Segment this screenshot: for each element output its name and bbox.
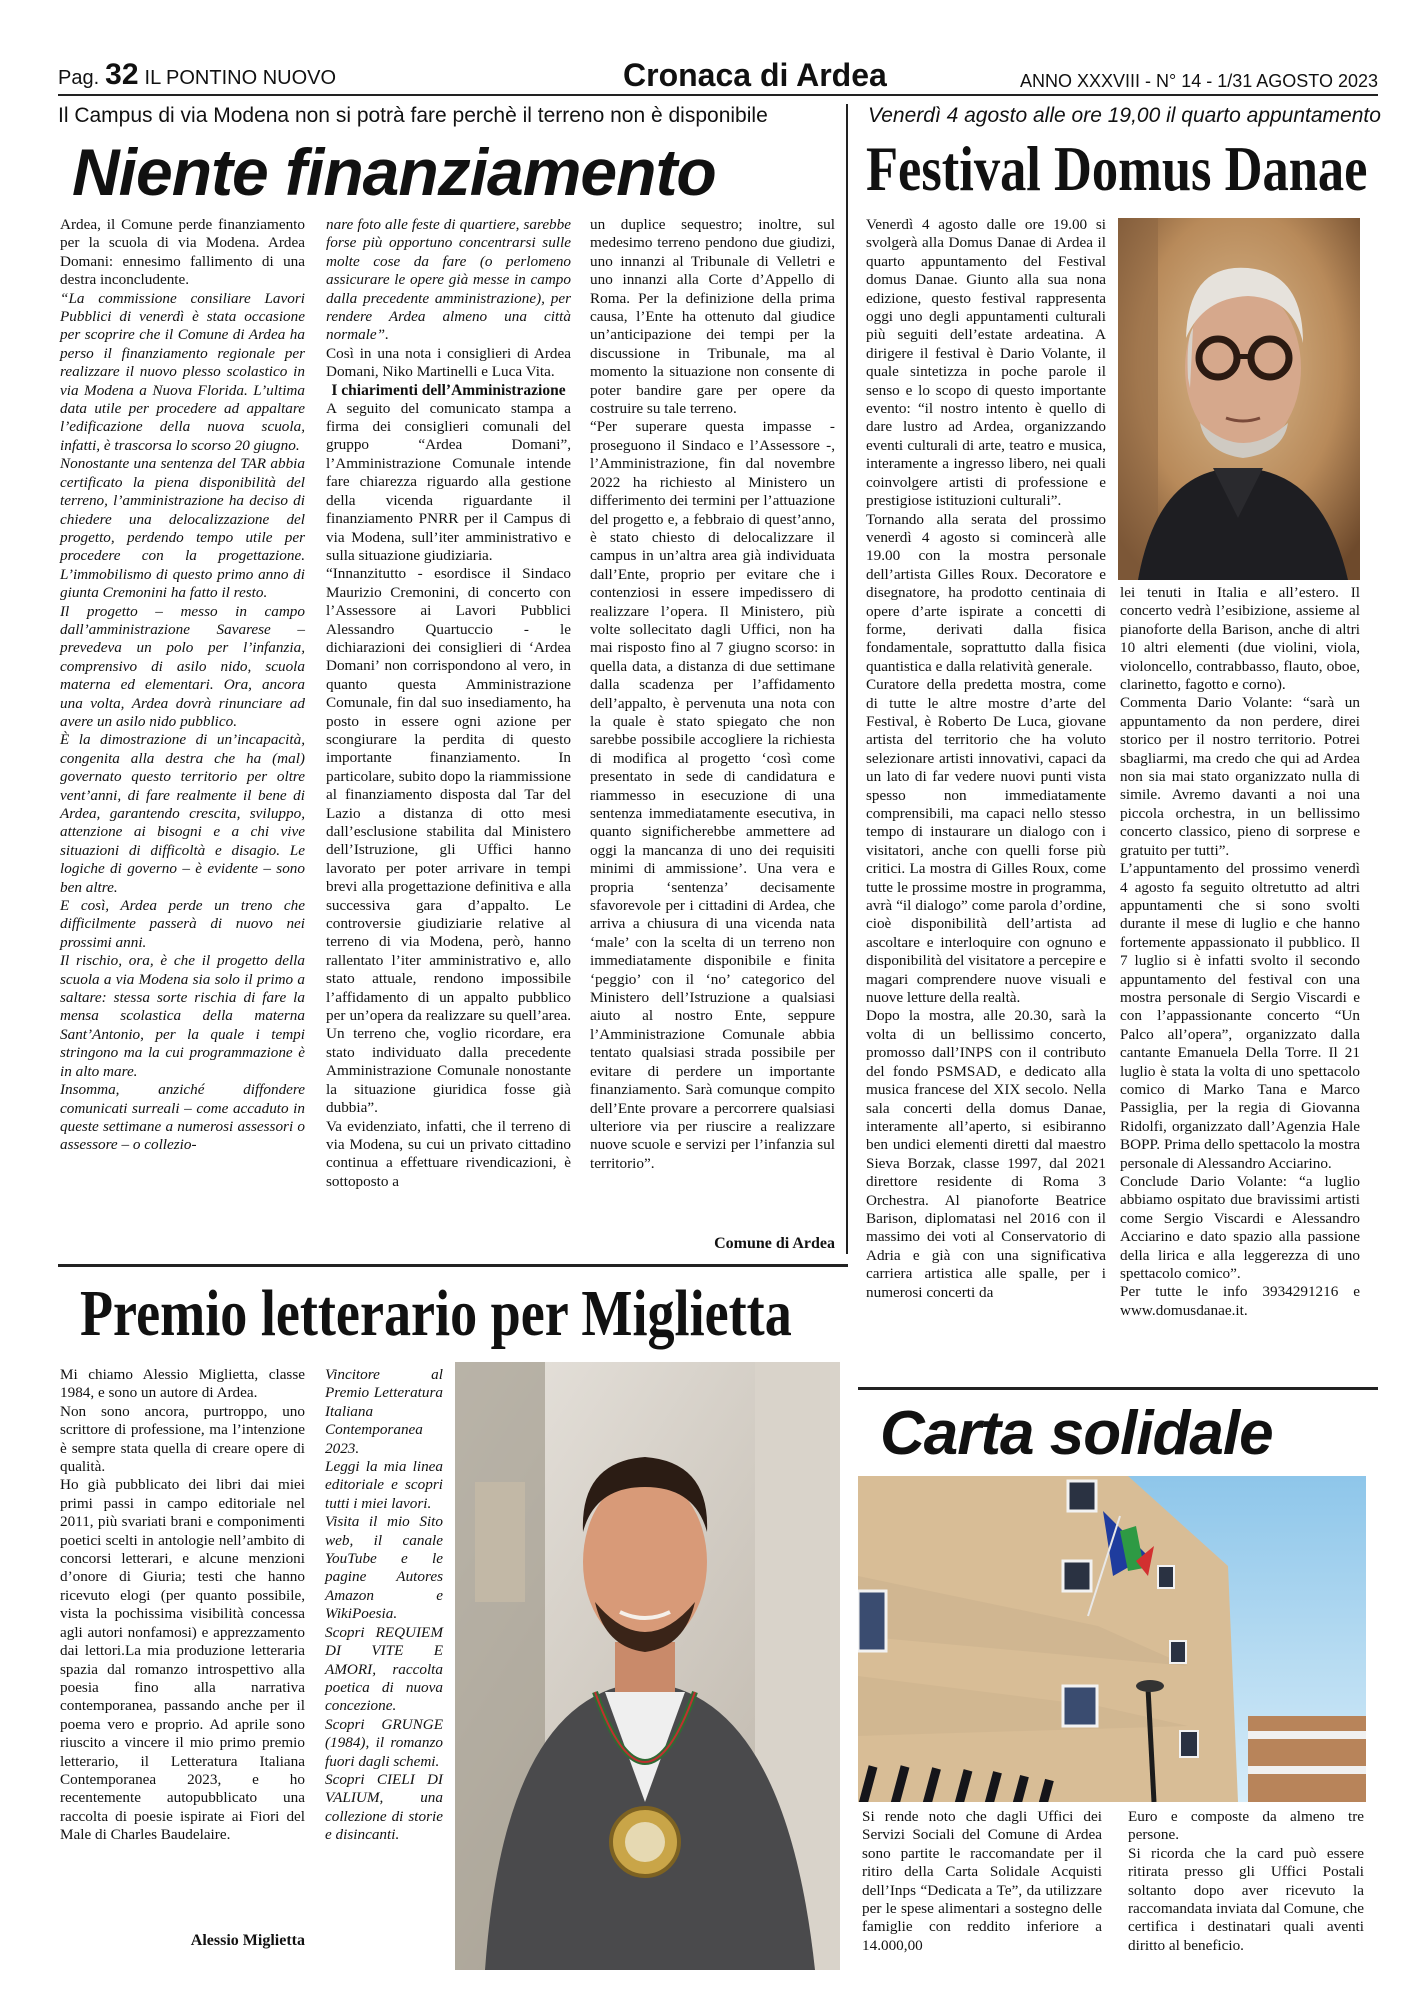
premio-column-1 bbox=[60, 1366, 305, 1845]
paragraph: A seguito del comunicato stampa a firma dei consiglieri comunali del gruppo “Ardea Domani”, l’Amministrazione Comunale intende fare chiarezza riguardo alla gestione della vicenda riguardante il finanziamento PNRR per il Campus di via Modena, sull’iter amministrativo e sulla situazione giudiziaria. bbox=[326, 399, 571, 564]
sidebar-paragraph: Scopri GRUNGE (1984), il romanzo fuori dagli schemi. bbox=[325, 1715, 443, 1770]
paragraph: Il progetto – messo in campo dall’amministrazione Savarese – prevedeva un polo per l’infanzia, comprensivo di asilo nido, scuola materna ed elementari. Ora, ancora una volta, Ardea dovrà rinunciare ad avere un asilo nido pubblico. bbox=[60, 602, 305, 730]
paragraph: Si ricorda che la card può essere ritirata presso gli Uffici Postali soltanto dopo aver ricevuto la raccomandata inviata dal Comune, che certifica i destinatari quali aventi diritto al beneficio. bbox=[1128, 1844, 1364, 1954]
section-divider-right bbox=[858, 1387, 1378, 1390]
dario-volante-photo bbox=[1118, 218, 1360, 580]
paragraph: E così, Ardea perde un treno che difficilmente passerà di nuovo nei prossimi anni. bbox=[60, 897, 305, 951]
paragraph: L’appuntamento del prossimo venerdì 4 agosto fa seguito oltretutto ad altri appuntamenti che si sono svolti durante il mese di luglio e che hanno fortemente appassionato il pubblico. Il 7 luglio si è infatti svolto il secondo appuntamento del festival con una mostra personale di Sergio Viscardi e con l’appassionante concerto “Un Palco all’opera”, organizzato dalla cantante Emanuela Della Torre. Il 21 luglio è stata la volta di uno spettacolo comico di Marko Tana e Marco Passiglia, per la regia di Giovanna Ridolfi, organizzato dall’Agenzia Hale BOPP. Prima dello spettacolo la mostra personale di Alessandro Acciarino. bbox=[1120, 860, 1360, 1172]
paragraph: Nonostante una sentenza del TAR abbia certificato la piena disponibilità del terreno, l’amministrazione ha deciso di chiedere una delocalizzazione del progetto, perdendo tempo utile per procedere con la progettazione. L’immobilismo di questo primo anno di giunta Cremonini ha fatto il resto. bbox=[60, 455, 305, 602]
finanziamento-kicker: Il Campus di via Modena non si potrà fare perchè il terreno non è disponibile bbox=[58, 104, 768, 127]
paragraph: Tornando alla serata del prossimo venerdì 4 agosto si comincerà alle 19.00 con la mostra personale dell’artista Gilles Roux. Decoratore e disegnatore, ha prodotto centinaia di opere d’arte ispirate a concetti di forme, derivati dalla fisica fondamentale, soprattutto dalla fisica quantistica e dalla relatività generale. bbox=[866, 510, 1106, 675]
building-image bbox=[858, 1476, 1366, 1802]
paragraph: nare foto alle feste di quartiere, sarebbe forse più opportuno concentrarsi sulle molte cose da fare (o perlomeno assicurare le opere già messe in campo dalla precedente amministrazione), per rendere Ardea almeno una città normale”. bbox=[326, 216, 571, 344]
carta-column-1 bbox=[862, 1808, 1102, 1955]
paragraph: Commenta Dario Volante: “sarà un appuntamento da non perdere, direi storico per il nostro territorio. Potrei sbagliarmi, ma credo che qui ad Ardea non sia mai stato organizzato nulla di simile. Avremo davanti a noi una piccola orchestra, in un bellissimo concerto classico, pieno di sorprese e gratuito per tutti”. bbox=[1120, 694, 1360, 859]
paragraph: Per tutte le info 3934291216 e www.domusdanae.it. bbox=[1120, 1283, 1360, 1319]
sidebar-paragraph: Leggi la mia linea editoriale e scopri tutti i miei lavori. bbox=[325, 1458, 443, 1512]
finanziamento-column-2 bbox=[326, 216, 571, 1191]
section-title: Cronaca di Ardea bbox=[623, 57, 887, 93]
finanziamento-signature: Comune di Ardea bbox=[714, 1235, 835, 1252]
paragraph: Euro e composte da almeno tre persone. bbox=[1128, 1808, 1364, 1844]
paragraph: Venerdì 4 agosto dalle ore 19.00 si svolgerà alla Domus Danae di Ardea il quarto appuntamento del Festival domus Danae. Giunto alla sua nona edizione, questo festival rappresenta oggi uno degli appuntamenti culturali più seguiti dell’estate ardeatina. A dirigere il festival è Dario Volante, il quale sintetizza in poche parole il senso e lo scopo di questo importante evento: “il nostro intento è quello di dare lustro ad Ardea, organizzando eventi culturali di arte, teatro e musica, interamente a ingresso libero, nei quali coinvolgere artisti di professione e prestigiose istituzioni culturali”. bbox=[866, 216, 1106, 510]
paragraph: “La commissione consiliare Lavori Pubblici di venerdì è stata occasione per scoprire che il Comune di Ardea ha perso il finanziamento regionale per realizzare il nuovo plesso scolastico in via Modena a Nuova Florida. L’ultima data utile per procedere ad appaltare l’edificazione della nuova scuola, infatti, è trascorsa lo scorso 20 giugno. bbox=[60, 289, 305, 454]
festival-column-1 bbox=[866, 216, 1106, 1302]
paragraph: Curatore della predetta mostra, come di tutte le altre mostre d’arte del Festival, è Roberto De Luca, giovane artista del territorio che ha voluto selezionare artisti innovativi, capaci da un lato di far vedere nuovi punti vista spesso non immediatamente comprensibili, ma capaci nello stesso tempo di instaurare un dialogo con i visitatori, anche con quelli forse più critici. La mostra di Gilles Roux, come tutte le prossime mostre in programma, avrà “il dialogo” come parola d’ordine, cioè disponibilità dell’artista ad ascoltare e interloquire con ognuno e disponibilità del visitatore a percepire e magari comprendere nuove visuali e nuove letture della realtà. bbox=[866, 676, 1106, 1007]
paragraph: Conclude Dario Volante: “a luglio abbiamo ospitato due bravissimi artisti come Sergio Viscardi e Alessandro Acciarino e dato spazio alla passione della lirica e alla leggerezza di uno spettacolo comico”. bbox=[1120, 1173, 1360, 1283]
festival-column-2 bbox=[1120, 584, 1360, 1320]
section-divider bbox=[58, 1264, 848, 1267]
paragraph: È la dimostrazione di un’incapacità, congenita alla destra che ha (mal) governato questo territorio per oltre vent’anni, di fare realmente il bene di Ardea, garantendo crescita, sviluppo, attenzione ai bisogni e a chi vive situazioni di difficoltà e disagio. Le logiche di governo – è evidente – sono ben altre. bbox=[60, 731, 305, 896]
paragraph: Così in una nota i consiglieri di Ardea Domani, Niko Martinelli e Luca Vita. bbox=[326, 344, 571, 381]
servizi-sociali-photo bbox=[858, 1476, 1366, 1802]
paragraph: Dopo la mostra, alle 20.30, sarà la volta di un bellissimo concerto, promosso dall’INPS con il contributo del fondo PSMSAD, e dedicato alla musica francese del XIX secolo. Nella sala concerti della domus Danae, interamente all’aperto, si esibiranno ben undici elementi diretti dal maestro Sieva Borzak, classe 1997, dal 2021 direttore residente di Roma 3 Orchestra. Al pianoforte Beatrice Barison, diplomatasi nel 2016 con il massimo dei voti al Conservatorio di Adria e già con una significativa carriera artistica alle spalle, per i numerosi concerti da bbox=[866, 1007, 1106, 1301]
sidebar-paragraph: Visita il mio Sito web, il canale YouTube e le pagine Autores Amazon e WikiPoesia. bbox=[325, 1513, 443, 1623]
paragraph: lei tenuti in Italia e all’estero. Il concerto vedrà l’esibizione, assieme al pianoforte della Barison, anche di altri 10 altri elementi (due violini, viola, violoncello, contrabbasso, flauto, oboe, clarinetto, fagotto e corno). bbox=[1120, 584, 1360, 694]
paragraph: Ardea, il Comune perde finanziamento per la scuola di via Modena. Ardea Domani: ennesimo fallimento di una destra inconcludente. bbox=[60, 216, 305, 289]
paragraph: un duplice sequestro; inoltre, sul medesimo terreno pendono due giudizi, uno innanzi al Tribunale di Velletri e uno innanzi alla Corte d’Appello di Roma. Per la definizione della prima causa, l’Ente ha ottenuto dal giudice un’anticipazione dei tempi per la discussione in Tribunale, ma al momento la situazione non consente di poter bandire gare per opere da costruire su tale terreno. bbox=[590, 216, 835, 418]
paragraph: Mi chiamo Alessio Miglietta, classe 1984, e sono un autore di Ardea. bbox=[60, 1366, 305, 1402]
finanziamento-headline: Niente finanziamento bbox=[72, 135, 716, 209]
paragraph: “Innanzitutto - esordisce il Sindaco Maurizio Cremonini, di concerto con l’Assessore ai Lavori Pubblici Alessandro Quartuccio - le dichiarazioni dei consiglieri di ‘Ardea Domani’ non corrispondono al vero, in quanto questa Amministrazione Comunale, fin dal suo insediamento, ha posto in essere ogni azione per scongiurare la perdita di questo importante finanziamento. In particolare, subito dopo la riammissione al finanziamento disposta dal Tar del Lazio a distanza di otto mesi dall’esclusione stabilita dal Ministero dell’Istruzione, gli Uffici hanno lavorato per poter arrivare in tempi brevi alla progettazione definitiva e alla successiva gara d’appalto. Le controversie giudiziarie relative al terreno di via Modena, però, hanno rallentato l’iter amministrativo e, allo stato attuale, rendono impossibile l’affidamento di un appalto pubblico per un’opera da realizzare su quell’area. Un terreno che, voglio ricordare, era stato individuato dalla precedente Amministrazione Comunale nonostante la situazione giuridica fosse già dubbia”. bbox=[326, 565, 571, 1117]
page-number-label: Pag. 32 IL PONTINO NUOVO bbox=[58, 58, 337, 91]
paragraph: Non sono ancora, purtroppo, uno scrittore di professione, ma l’intenzione è sempre stata quella di creare opere di qualità. bbox=[60, 1402, 305, 1476]
finanziamento-column-1 bbox=[60, 216, 305, 1155]
masthead bbox=[58, 57, 1378, 96]
premio-sidebar bbox=[325, 1366, 443, 1845]
paragraph: Si rende noto che dagli Uffici dei Servizi Sociali del Comune di Ardea sono partite le raccomandate per il ritiro della Carta Solidale Acquisti dell’Inps “Dedicata a Te”, da utilizzare per le spese alimentari a sostegno delle famiglie con reddito inferiore a 14.000,00 bbox=[862, 1808, 1102, 1954]
subheading: I chiarimenti dell’Amministrazione bbox=[331, 381, 566, 399]
portrait-image bbox=[1118, 218, 1360, 580]
festival-kicker: Venerdì 4 agosto alle ore 19,00 il quarto appuntamento bbox=[868, 104, 1381, 127]
paragraph: Va evidenziato, infatti, che il terreno di via Modena, su cui un privato cittadino continua a effettuare rivendicazioni, è sottoposto a bbox=[326, 1117, 571, 1190]
premio-headline: Premio letterario per Miglietta bbox=[80, 1277, 792, 1350]
paragraph: Insomma, anziché diffondere comunicati surreali – come accaduto in queste settimane a numerosi assessori o assessore – o collezio- bbox=[60, 1081, 305, 1154]
sidebar-paragraph: Scopri CIELI DI VALIUM, una collezione di storie e disincanti. bbox=[325, 1770, 443, 1844]
miglietta-photo bbox=[455, 1362, 840, 1970]
paragraph: Il rischio, ora, è che il progetto della scuola a via Modena sia solo il primo a saltare: stessa sorte rischia di fare la mensa scolastica della materna Sant’Antonio, per la quale i tempi stringono ma la cui programmazione è in alto mare. bbox=[60, 952, 305, 1080]
page-number: 32 bbox=[105, 58, 139, 91]
miglietta-image bbox=[455, 1362, 840, 1970]
paragraph: “Per superare questa impasse - proseguono il Sindaco e l’Assessore -, l’Amministrazione, fin dal novembre 2022 ha richiesto al Ministero un differimento dei termini per l’attuazione del progetto e, a febbraio di quest’anno, è stato chiesto di delocalizzare il campus in un’altra area già individuata dall’Ente, proprio per evitare che i contenziosi in essere impedissero di realizzare l’opera. Il Ministero, più volte sollecitato dagli Uffici, non ha mai risposto fino al 7 giugno scorso: in quella data, a distanza di due settimane dalla scadenza per l’affidamento dell’appalto, è pervenuta una nota con la quale è stato spiegato che non sarebbe possibile accogliere la richiesta di modifica al progetto ‘così come presentato in sede di candidatura e riammesso in esecuzione di una sentenza immediatamente esecutiva, in quanto significherebbe ammettere ad oggi la mancanza di uno dei requisiti minimi di ammissione’. Una vera e propria ‘sentenza’ decisamente sfavorevole per i cittadini di Ardea, che arriva a chiusura di una vicenda nata ‘male’ con la scelta di un terreno non immediatamente disponibile e finita ‘peggio’ con il ‘no’ categorico del Ministero dell’Istruzione a qualsiasi aiuto al nostro Ente, seppure l’Amministrazione Comunale abbia tentato qualsiasi strada possibile per evitare di perdere un importante finanziamento. Sarà comunque compito dell’Ente provare a percorrere qualsiasi ulteriore via per riuscire a realizzare nuove scuole e servizi per l’infanzia sul territorio”. bbox=[590, 418, 835, 1172]
carta-column-2 bbox=[1128, 1808, 1364, 1955]
issue-info: ANNO XXXVIII - N° 14 - 1/31 AGOSTO 2023 bbox=[1019, 71, 1378, 91]
premio-signature: Alessio Miglietta bbox=[190, 1932, 305, 1949]
sidebar-paragraph: Vincitore al Premio Letteratura Italiana Contemporanea 2023. bbox=[325, 1366, 443, 1457]
paragraph: Ho già pubblicato dei libri dai miei primi passi in campo editoriale nel 2011, più svariati brani e componimenti poetici scelti in antologie nell’ambito di concorsi letterari, e alcune menzioni d’onore di Giuria; testi che hanno ricevuto elogi (per quanto possibile, vista la pochissima visibilità concessa agli autori nonfamosi) e apprezzamento dai lettori.La mia produzione letteraria spazia dal romanzo introspettivo alla poesia fino alla narrativa contemporanea, passando anche per il poema vero e proprio. Ad aprile sono riuscito a vincere il mio primo premio letterario, il Letteratura Italiana Contemporanea 2023, e ho recentemente autopubblicato una raccolta di poesie ispirate ai Fiori del Male di Charles Baudelaire. bbox=[60, 1476, 305, 1844]
finanziamento-column-3 bbox=[590, 216, 835, 1173]
festival-headline: Festival Domus Danae bbox=[866, 133, 1368, 204]
carta-headline: Carta solidale bbox=[880, 1399, 1273, 1468]
column-divider bbox=[846, 104, 848, 1254]
sidebar-paragraph: Scopri REQUIEM DI VITE E AMORI, raccolta poetica di nuova concezione. bbox=[325, 1623, 443, 1715]
publication-name: IL PONTINO NUOVO bbox=[144, 67, 337, 89]
